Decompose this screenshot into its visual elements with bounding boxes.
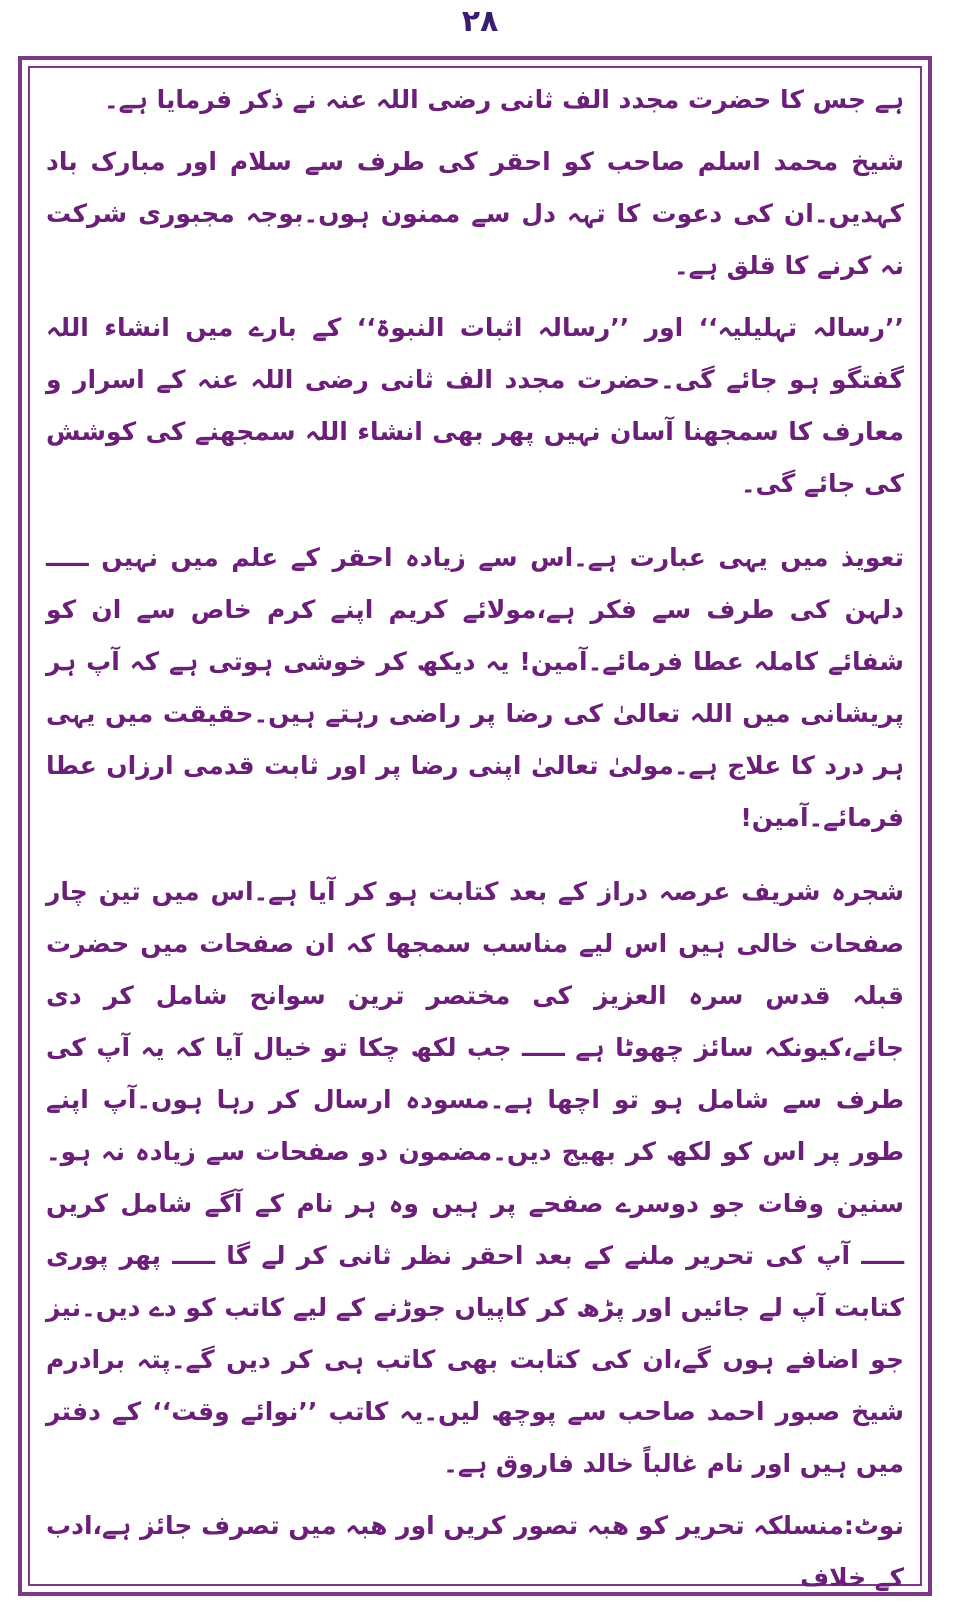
paragraph-3: ’’رسالہ تہلیلیہ‘‘ اور ’’رسالہ اثبات النبوۃ‘‘ کے بارے میں انشاء اللہ گفتگو ہو جائے گی۔حضرت مجدد الف ثانی رضی اللہ عنہ کے اسرار و معارف کا سمجھنا آسان نہیں پھر بھی انشاء اللہ سمجھنے کی کوشش کی جائے گی۔ — [46, 313, 904, 498]
page-number: ۲۸ — [461, 4, 499, 39]
paragraph-2: شیخ محمد اسلم صاحب کو احقر کی طرف سے سلام اور مبارک باد کہدیں۔ان کی دعوت کا تہہ دل سے ممنون ہوں۔بوجہ مجبوری شرکت نہ کرنے کا قلق ہے۔ — [46, 147, 904, 280]
paragraph-1: ہے جس کا حضرت مجدد الف ثانی رضی اللہ عنہ نے ذکر فرمایا ہے۔ — [103, 85, 904, 114]
letter-body — [46, 74, 904, 1592]
paragraph-5: شجرہ شریف عرصہ دراز کے بعد کتابت ہو کر آیا ہے۔اس میں تین چار صفحات خالی ہیں اس لیے مناسب سمجھا کہ ان صفحات میں حضرت قبلہ قدس سرہ العزیز کی مختصر ترین سوانح شامل کر دی جائے،کیونکہ سائز چھوٹا ہے ـــــ جب لکھ چکا تو خیال آیا کہ یہ آپ کی طرف سے شامل ہو تو اچھا ہے۔مسودہ ارسال کر رہا ہوں۔آپ اپنے طور پر اس کو لکھ کر بھیج دیں۔مضمون دو صفحات سے زیادہ نہ ہو۔سنین وفات جو دوسرے صفحے پر ہیں وہ ہر نام کے آگے شامل کریں ـــــ آپ کی تحریر ملنے کے بعد احقر نظر ثانی کر لے گا ـــــ پھر پوری کتابت آپ لے جائیں اور پڑھ کر کاپیاں جوڑنے کے لیے کاتب کو دے دیں۔نیز جو اضافے ہوں گے،ان کی کتابت بھی کاتب ہی کر دیں گے۔پتہ برادرم شیخ صبور احمد صاحب سے پوچھ لیں۔یہ کاتب ’’نوائے وقت‘‘ کے دفتر میں ہیں اور نام غالباً خالد فاروق ہے۔ — [46, 877, 904, 1478]
paragraph-note: نوٹ:منسلکہ تحریر کو ھبہ تصور کریں اور ھبہ میں تصرف جائز ہے،ادب کے خلاف — [46, 1511, 904, 1592]
paragraph-4: تعویذ میں یہی عبارت ہے۔اس سے زیادہ احقر کے علم میں نہیں ـــــ دلہن کی طرف سے فکر ہے،مولائے کریم اپنے کرم خاص سے ان کو شفائے کاملہ عطا فرمائے۔آمین! یہ دیکھ کر خوشی ہوتی ہے کہ آپ ہر پریشانی میں اللہ تعالیٰ کی رضا پر راضی رہتے ہیں۔حقیقت میں یہی ہر درد کا علاج ہے۔مولیٰ تعالیٰ اپنی رضا پر اور ثابت قدمی ارزاں عطا فرمائے۔آمین! — [46, 543, 904, 832]
